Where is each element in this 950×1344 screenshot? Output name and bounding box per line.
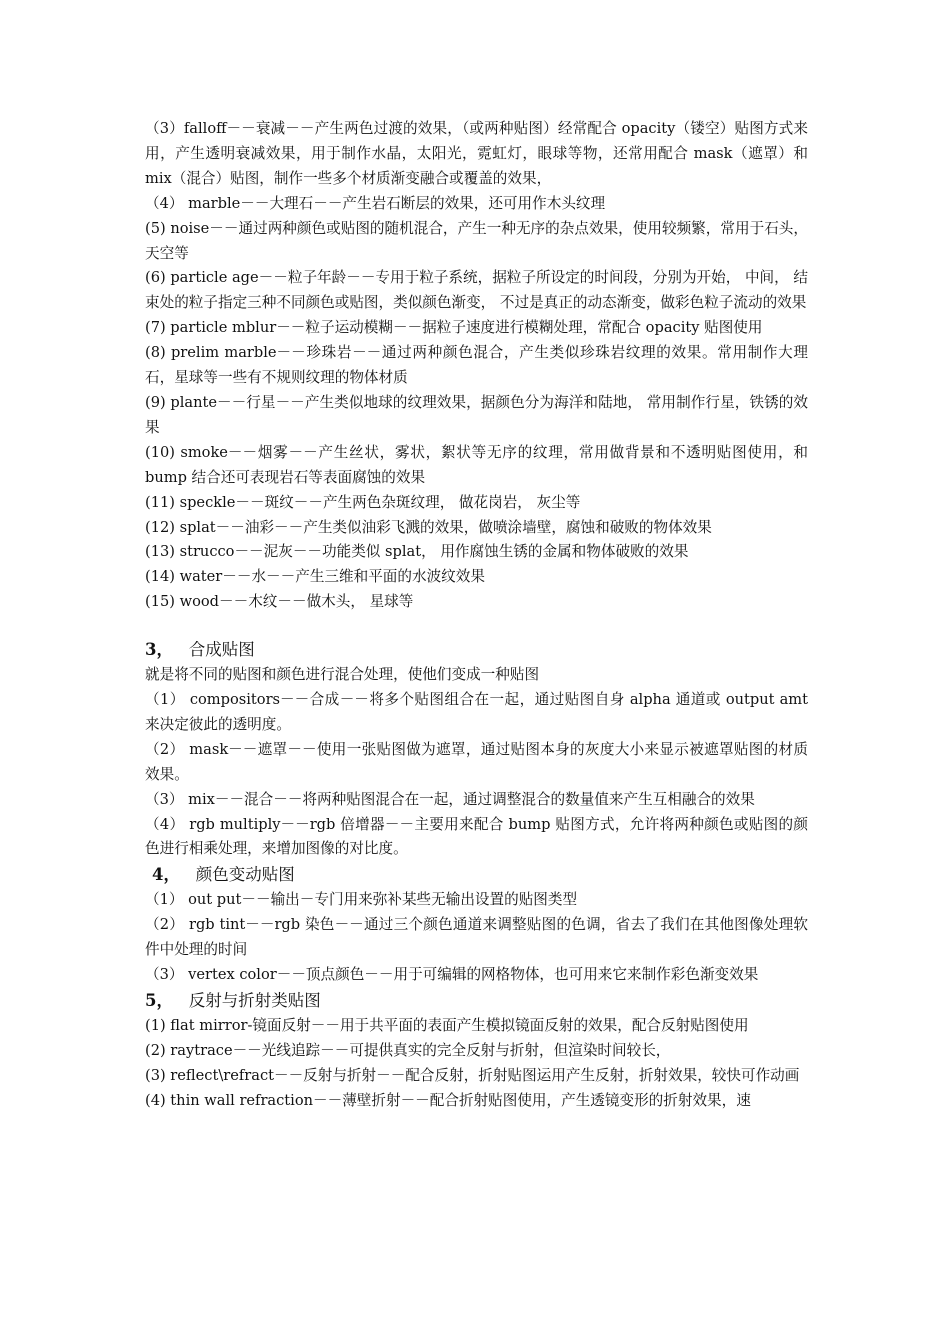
map-item-raytrace: (2) raytrace－－光线追踪－－可提供真实的完全反射与折射，但渲染时间较长， <box>145 1041 671 1059</box>
map-item-particle-age: (6) particle age－－粒子年龄－－专用于粒子系统，据粒子所设定的时间段，分别为开始， 中间， 结束处的粒子指定三种不同颜色或贴图，类似颜色渐变， 不过是真正的动态渐变，做彩色粒子流动的效果 <box>145 269 808 312</box>
map-item-output: （1） out put－－输出－专门用来弥补某些无输出设置的贴图类型 <box>145 891 578 909</box>
map-item-noise: (5) noise－－通过两种颜色或贴图的随机混合，产生一种无序的杂点效果，使用较频繁，常用于石头，天空等 <box>145 219 808 262</box>
map-item-falloff: （3）falloff－－衰减－－产生两色过渡的效果，（或两种贴图）经常配合 opacity（镂空）贴图方式来用，产生透明衰减效果，用于制作水晶，太阳光，霓虹灯，眼球等物，还常用配合 mask（遮罩）和 mix（混合）贴图，制作一些多个材质渐变融合或覆盖的效果， <box>145 120 808 187</box>
section-title: 合成贴图 <box>188 640 255 660</box>
section-title: 颜色变动贴图 <box>195 865 295 885</box>
document-page <box>145 117 808 1114</box>
map-item-water: (14) water－－水－－产生三维和平面的水波纹效果 <box>145 568 485 586</box>
map-item-speckle: (11) speckle－－斑纹－－产生两色杂斑纹理， 做花岗岩， 灰尘等 <box>145 493 581 511</box>
map-item-mask: （2） mask－－遮罩－－使用一张贴图做为遮罩，通过贴图本身的灰度大小来显示被遮罩贴图的材质效果。 <box>145 740 808 783</box>
map-item-vertex-color: （3） vertex color－－顶点颜色－－用于可编辑的网格物体，也可用来它来制作彩色渐变效果 <box>145 966 759 984</box>
section-number: 3， <box>145 640 173 660</box>
map-item-mix: （3） mix－－混合－－将两种贴图混合在一起，通过调整混合的数量值来产生互相融合的效果 <box>145 790 755 808</box>
map-item-prelim-marble: (8) prelim marble－－珍珠岩－－通过两种颜色混合，产生类似珍珠岩纹理的效果。常用制作大理石，星球等一些有不规则纹理的物体材质 <box>145 344 808 387</box>
map-item-marble: （4） marble－－大理石－－产生岩石断层的效果，还可用作木头纹理 <box>145 194 606 212</box>
map-item-strucco: (13) strucco－－泥灰－－功能类似 splat， 用作腐蚀生锈的金属和物体破败的效果 <box>145 543 689 561</box>
map-item-reflect-refract: (3) reflect\refract－－反射与折射－－配合反射，折射贴图运用产生反射，折射效果，较快可作动画 <box>145 1066 800 1084</box>
map-item-particle-mblur: (7) particle mblur－－粒子运动模糊－－据粒子速度进行模糊处理，常配合 opacity 贴图使用 <box>145 319 763 337</box>
map-item-rgb-tint: （2） rgb tint－－rgb 染色－－通过三个颜色通道来调整贴图的色调，省去了我们在其他图像处理软件中处理的时间 <box>145 916 808 959</box>
section-heading-compositors <box>145 637 808 663</box>
map-item-splat: (12) splat－－油彩－－产生类似油彩飞溅的效果，做喷涂墙壁，腐蚀和破败的物体效果 <box>145 518 712 536</box>
map-item-plante: (9) plante－－行星－－产生类似地球的纹理效果，据颜色分为海洋和陆地， 常用制作行星，铁锈的效果 <box>145 393 808 436</box>
section-intro: 就是将不同的贴图和颜色进行混合处理，使他们变成一种贴图 <box>145 666 540 684</box>
section-heading-color-modifiers <box>145 862 808 888</box>
section-number: 4， <box>152 865 180 885</box>
section-title: 反射与折射类贴图 <box>188 991 321 1010</box>
section-heading-reflection-refraction <box>145 988 808 1014</box>
map-item-smoke: (10) smoke－－烟雾－－产生丝状，雾状，絮状等无序的纹理，常用做背景和不透明贴图使用，和 bump 结合还可表现岩石等表面腐蚀的效果 <box>145 443 808 486</box>
map-item-wood: (15) wood－－木纹－－做木头， 星球等 <box>145 593 414 611</box>
map-item-flat-mirror: (1) flat mirror-镜面反射－－用于共平面的表面产生模拟镜面反射的效果，配合反射贴图使用 <box>145 1017 749 1034</box>
map-item-compositors: （1） compositors－－合成－－将多个贴图组合在一起，通过贴图自身 alpha 通道或 output amt 来决定彼此的透明度。 <box>145 691 808 733</box>
map-item-thin-wall-refraction: (4) thin wall refraction－－薄壁折射－－配合折射贴图使用，产生透镜变形的折射效果，速 <box>145 1091 751 1109</box>
section-number: 5， <box>145 991 173 1010</box>
map-item-rgb-multiply: （4） rgb multiply－－rgb 倍增器－－主要用来配合 bump 贴图方式，允许将两种颜色或贴图的颜色进行相乘处理，来增加图像的对比度。 <box>145 815 808 858</box>
